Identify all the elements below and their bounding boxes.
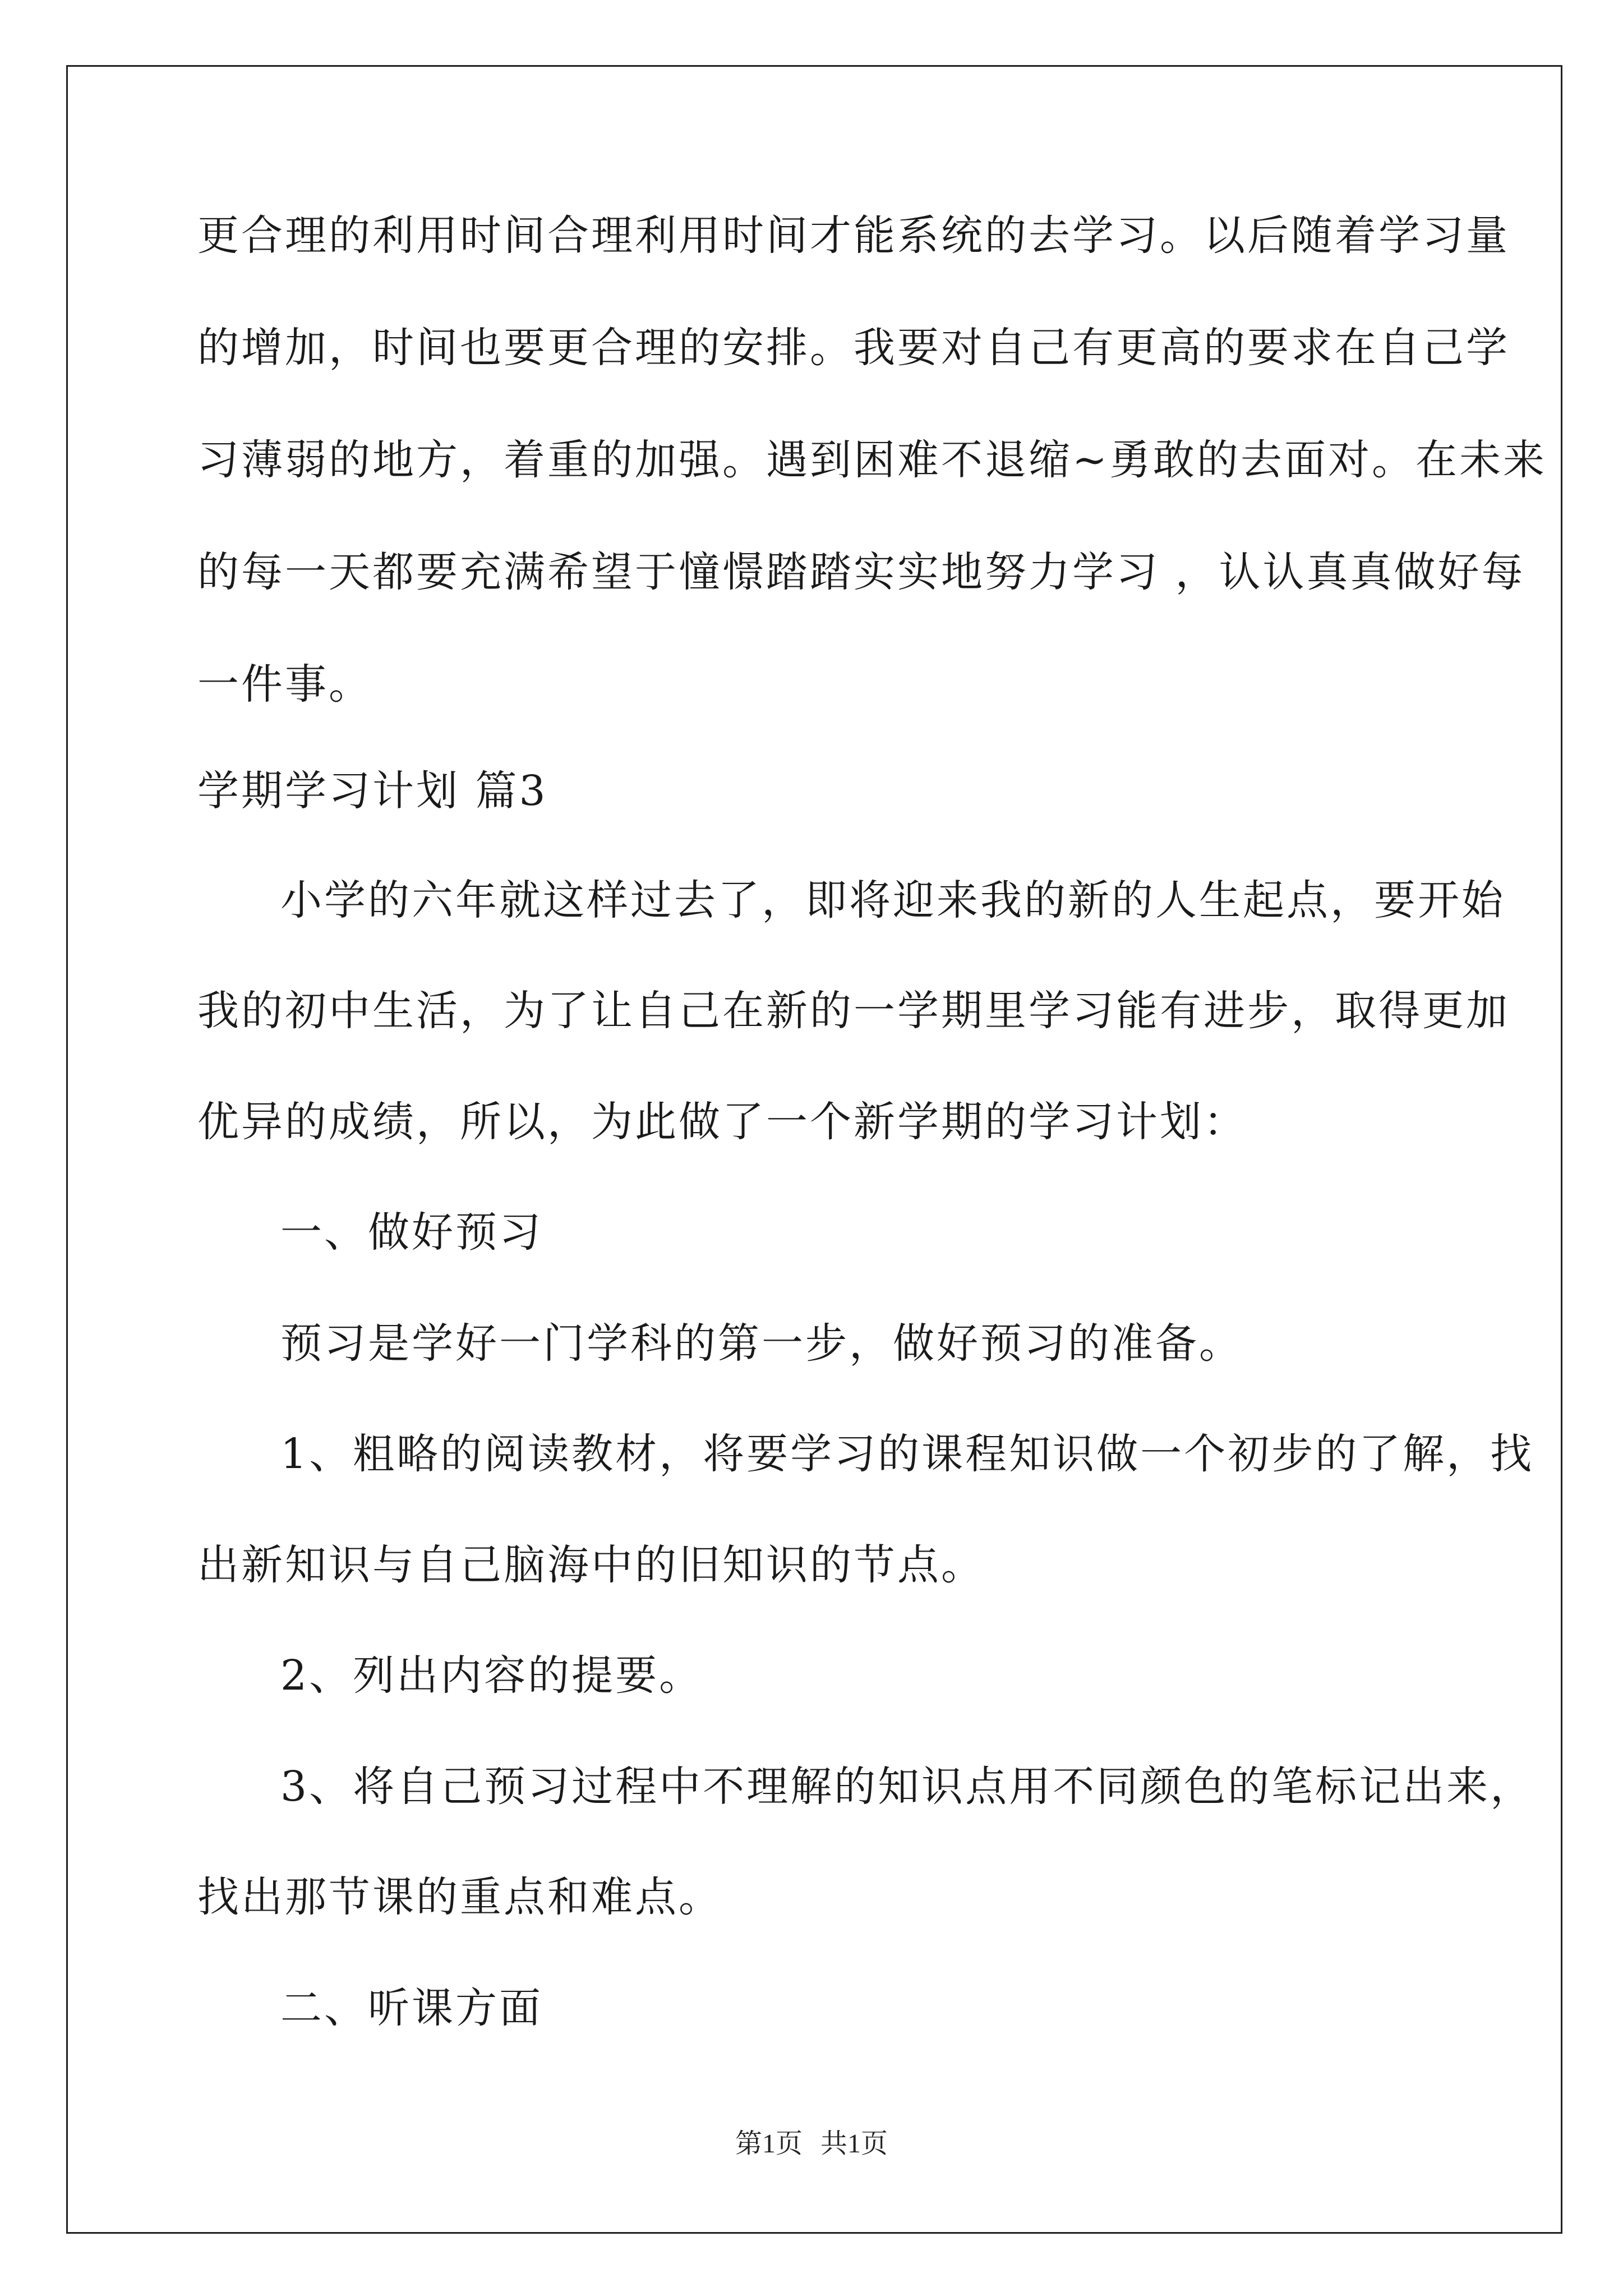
paragraph-line: 的增加，时间也要更合理的安排。我要对自己有更高的要求在自己学 [197, 324, 1510, 372]
list-item: 1、粗略的阅读教材，将要学习的课程知识做一个初步的了解，找 [280, 1430, 1534, 1478]
page-footer [0, 2127, 1623, 2161]
paragraph-line: 优异的成绩，所以，为此做了一个新学期的学习计划： [197, 1098, 1247, 1146]
paragraph-line: 预习是学好一门学科的第一步，做好预习的准备。 [280, 1319, 1243, 1368]
list-item-continuation: 出新知识与自己脑海中的旧知识的节点。 [197, 1541, 985, 1589]
subheading: 一、做好预习 [280, 1208, 543, 1257]
paragraph-line: 更合理的利用时间合理利用时间才能系统的去学习。以后随着学习量 [197, 211, 1510, 260]
list-item-continuation: 找出那节课的重点和难点。 [197, 1873, 722, 1921]
paragraph-line: 小学的六年就这样过去了，即将迎来我的新的人生起点，要开始 [280, 876, 1505, 924]
paragraph-line: 一件事。 [197, 660, 372, 708]
list-item: 3、将自己预习过程中不理解的知识点用不同颜色的笔标记出来， [280, 1763, 1534, 1811]
list-item: 2、列出内容的提要。 [280, 1651, 703, 1700]
page-total: 共1页 [820, 2129, 888, 2159]
page-number: 第1页 [735, 2129, 803, 2159]
paragraph-line: 习薄弱的地方，着重的加强。遇到困难不退缩~勇敢的去面对。在未来 [197, 436, 1547, 484]
paragraph-line: 的每一天都要充满希望于憧憬踏踏实实地努力学习 ，认认真真做好每 [197, 548, 1525, 596]
paragraph-line: 我的初中生活，为了让自己在新的一学期里学习能有进步，取得更加 [197, 987, 1510, 1035]
section-heading: 学期学习计划 篇3 [197, 767, 548, 815]
subheading: 二、听课方面 [280, 1984, 543, 2032]
